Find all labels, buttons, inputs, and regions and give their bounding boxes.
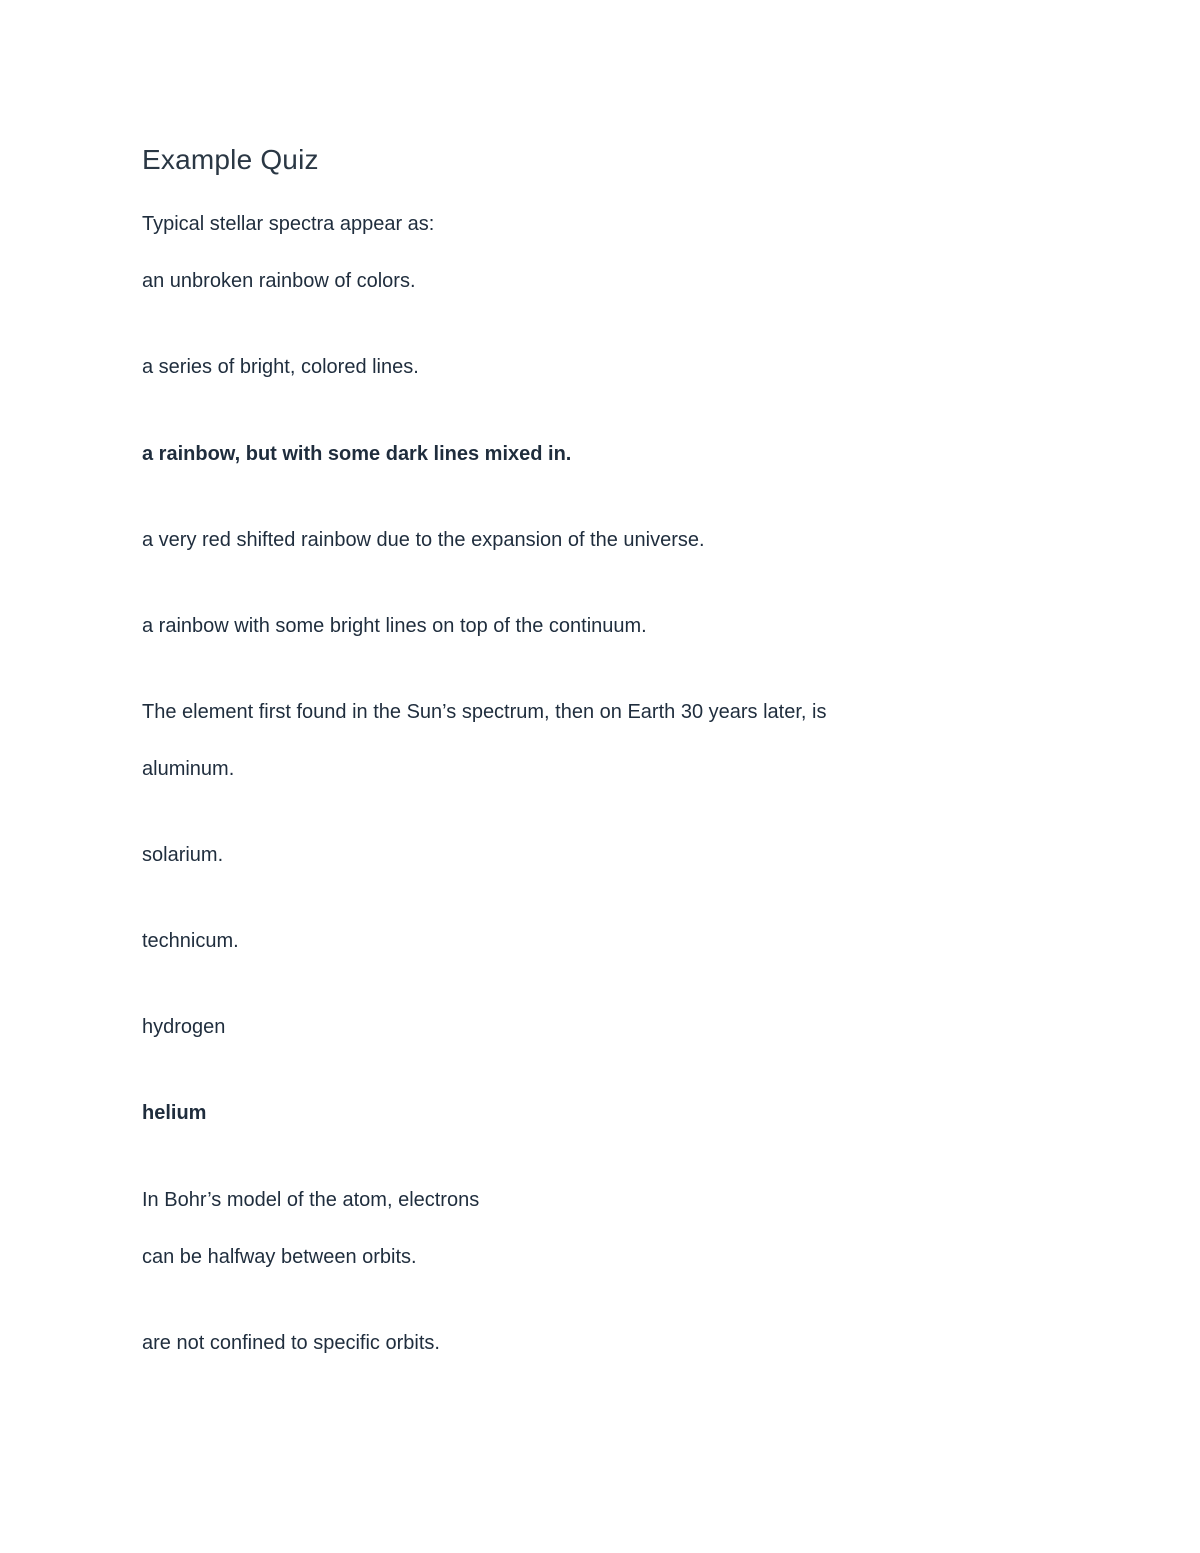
question-1-prompt: Typical stellar spectra appear as:: [142, 213, 435, 235]
question-1-option-2: a series of bright, colored lines.: [142, 356, 419, 378]
document-title: Example Quiz: [142, 144, 319, 175]
question-1-option-5: a rainbow with some bright lines on top of the continuum.: [142, 615, 647, 637]
question-1-option-1: an unbroken rainbow of colors.: [142, 270, 416, 292]
question-2-option-2: solarium.: [142, 844, 224, 866]
question-3-option-1: can be halfway between orbits.: [142, 1246, 417, 1268]
question-2-option-4: hydrogen: [142, 1016, 226, 1038]
question-3-prompt: In Bohr’s model of the atom, electrons: [142, 1189, 480, 1211]
question-2-option-1: aluminum.: [142, 758, 235, 780]
question-2-option-3: technicum.: [142, 930, 239, 952]
question-1-option-3: a rainbow, but with some dark lines mixed in.: [142, 443, 572, 465]
question-2-option-5: helium: [142, 1102, 207, 1124]
question-1-option-4: a very red shifted rainbow due to the expansion of the universe.: [142, 529, 705, 551]
question-2-prompt: The element first found in the Sun’s spectrum, then on Earth 30 years later, is: [142, 701, 827, 723]
question-3-option-2: are not confined to specific orbits.: [142, 1332, 440, 1354]
